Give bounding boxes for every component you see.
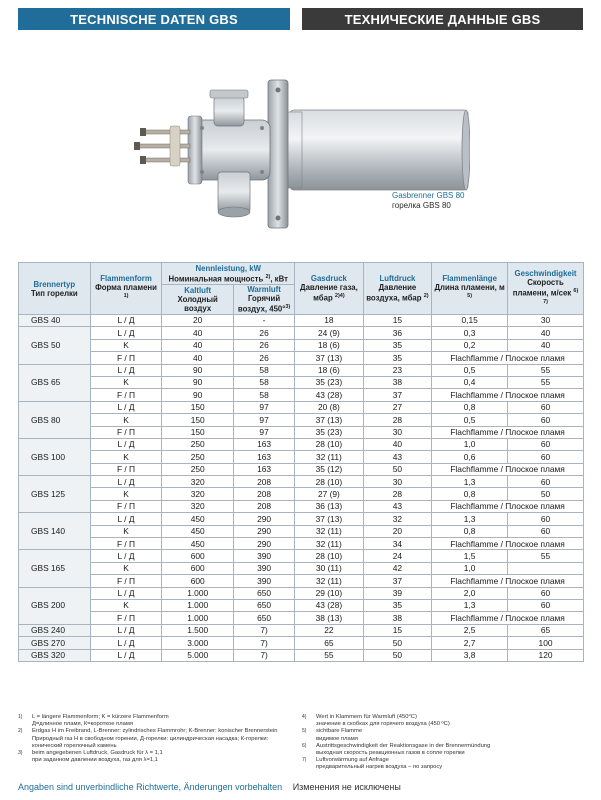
cell-gas: 29 (10) [295, 587, 364, 599]
cell-flame: K [90, 599, 162, 611]
header-ru: ТЕХНИЧЕСКИЕ ДАННЫЕ GBS [302, 8, 583, 30]
cell-speed: 100 [508, 637, 584, 649]
cell-flame: K [90, 451, 162, 463]
table-row [19, 612, 584, 624]
footnote-text: Austrittsgeschwindigkeit der Reaktionsgase in der Brennermündung [316, 742, 491, 749]
footnote [302, 757, 584, 771]
footnote-number: 6) [302, 742, 307, 749]
cell-air: 34 [363, 538, 432, 550]
col-warm: Warmluft Горячий воздух, 450°$^{3)}$ [234, 285, 295, 315]
cell-merged: Flachflamme / Плоское пламя [432, 352, 584, 364]
cell-model: GBS 200 [19, 587, 91, 624]
cell-merged: Flachflamme / Плоское пламя [432, 463, 584, 475]
cell-flame: F / П [90, 352, 162, 364]
cell-len: 2,0 [432, 587, 508, 599]
cell-speed: 40 [508, 327, 584, 339]
cell-cold: 1.000 [162, 599, 234, 611]
cell-flame: L / Д [90, 649, 162, 661]
cell-cold: 600 [162, 550, 234, 562]
table-row [19, 488, 584, 500]
cell-flame: F / П [90, 426, 162, 438]
cell-warm: 390 [234, 562, 295, 574]
cell-flame: F / П [90, 500, 162, 512]
footnote-number: 5) [302, 728, 307, 735]
cell-air: 20 [363, 525, 432, 537]
footnote [302, 743, 584, 757]
cell-speed: 60 [508, 525, 584, 537]
cell-gas: 20 (8) [295, 401, 364, 413]
cell-warm: 290 [234, 538, 295, 550]
cell-cold: 150 [162, 401, 234, 413]
cell-air: 36 [363, 327, 432, 339]
cell-speed: 65 [508, 624, 584, 636]
cell-cold: 450 [162, 513, 234, 525]
cell-gas: 18 (6) [295, 364, 364, 376]
cell-cold: 5.000 [162, 649, 234, 661]
table-row [19, 587, 584, 599]
footnote-text: значение в скобках для горячего воздуха (450 ºC) [316, 721, 450, 728]
cell-speed: 60 [508, 451, 584, 463]
cell-len: 0,8 [432, 525, 508, 537]
cell-air: 37 [363, 389, 432, 401]
cell-gas: 65 [295, 637, 364, 649]
cell-gas: 32 (11) [295, 575, 364, 587]
cell-gas: 43 (28) [295, 599, 364, 611]
cell-gas: 55 [295, 649, 364, 661]
cell-cold: 450 [162, 525, 234, 537]
cell-len: 2,7 [432, 637, 508, 649]
cell-len: 1,3 [432, 513, 508, 525]
cell-warm: 7) [234, 624, 295, 636]
footnote-text: при заданном давлении воздуха, газ для λ=1,1 [32, 757, 158, 764]
cell-gas: 37 (13) [295, 513, 364, 525]
cell-len: 1,5 [432, 550, 508, 562]
cell-warm: 26 [234, 352, 295, 364]
cell-air: 28 [363, 488, 432, 500]
table-row [19, 327, 584, 339]
cell-warm: 290 [234, 525, 295, 537]
cell-flame: F / П [90, 463, 162, 475]
cell-model: GBS 270 [19, 637, 91, 649]
cell-warm: 97 [234, 426, 295, 438]
cell-flame: F / П [90, 612, 162, 624]
cell-warm: 163 [234, 451, 295, 463]
cell-flame: L / Д [90, 550, 162, 562]
cell-cold: 320 [162, 500, 234, 512]
cell-cold: 3.000 [162, 637, 234, 649]
table-row [19, 637, 584, 649]
cell-warm: - [234, 315, 295, 327]
cell-warm: 650 [234, 587, 295, 599]
table-row [19, 624, 584, 636]
specs-table-body [19, 315, 584, 662]
cell-air: 50 [363, 649, 432, 661]
cell-flame: L / Д [90, 587, 162, 599]
cell-model: GBS 165 [19, 550, 91, 587]
cell-air: 37 [363, 575, 432, 587]
cell-gas: 32 (11) [295, 538, 364, 550]
cell-warm: 208 [234, 500, 295, 512]
cell-air: 50 [363, 637, 432, 649]
footnote-text: Wert in Klammern für Warmluft (450°C) [316, 714, 417, 720]
cell-len: 0,5 [432, 364, 508, 376]
cell-gas: 37 (13) [295, 414, 364, 426]
cell-speed: 120 [508, 649, 584, 661]
table-row [19, 389, 584, 401]
cell-gas: 18 (6) [295, 339, 364, 351]
cell-merged: Flachflamme / Плоское пламя [432, 389, 584, 401]
cell-speed: 55 [508, 364, 584, 376]
footnote [18, 714, 300, 728]
col-cold: Kaltluft Холодный воздух [162, 285, 234, 315]
disclaimer-ru: Изменения не исключены [292, 782, 401, 792]
cell-cold: 40 [162, 352, 234, 364]
cell-speed: 60 [508, 414, 584, 426]
cell-len: 0,8 [432, 401, 508, 413]
cell-warm: 390 [234, 575, 295, 587]
cell-model: GBS 50 [19, 327, 91, 364]
header-de: TECHNISCHE DATEN GBS [18, 8, 290, 30]
cell-gas: 32 (11) [295, 525, 364, 537]
footnote-text: Erdgas H im Freibrand, L-Brenner: zylindrisches Flammrohr; K-Brenner: konischer Brennerstein [32, 728, 278, 735]
cell-gas: 37 (13) [295, 352, 364, 364]
cell-merged: Flachflamme / Плоское пламя [432, 538, 584, 550]
footnote-text: L = längere Flammenform; K = kürzere Flammenform [32, 714, 169, 720]
col-type: Brennertyp Тип горелки [19, 263, 91, 315]
cell-model: GBS 100 [19, 438, 91, 475]
cell-air: 40 [363, 438, 432, 450]
table-row [19, 414, 584, 426]
footnote-text: выходная скорость реакционных газов в сопле горелки [316, 750, 465, 757]
cell-cold: 250 [162, 438, 234, 450]
disclaimer [18, 782, 401, 792]
cell-len: 2,5 [432, 624, 508, 636]
cell-warm: 26 [234, 339, 295, 351]
caption-ru: горелка GBS 80 [392, 201, 451, 210]
cell-warm: 58 [234, 389, 295, 401]
cell-air: 23 [363, 364, 432, 376]
cell-warm: 7) [234, 649, 295, 661]
cell-len: 0,8 [432, 488, 508, 500]
cell-air: 38 [363, 376, 432, 388]
table-row [19, 426, 584, 438]
table-row [19, 575, 584, 587]
cell-len: 1,3 [432, 476, 508, 488]
cell-flame: K [90, 339, 162, 351]
cell-air: 38 [363, 612, 432, 624]
col-gas: Gasdruck Давление газа, мбар $^{2)4)}$ [295, 263, 364, 315]
cell-cold: 1.500 [162, 624, 234, 636]
cell-speed: 50 [508, 488, 584, 500]
cell-warm: 163 [234, 463, 295, 475]
cell-flame: K [90, 525, 162, 537]
table-row [19, 500, 584, 512]
footnote-text: Luftvorwärmung auf Anfrage [316, 757, 389, 764]
cell-len: 0,3 [432, 327, 508, 339]
cell-gas: 35 (12) [295, 463, 364, 475]
cell-len: 3,8 [432, 649, 508, 661]
cell-warm: 26 [234, 327, 295, 339]
cell-warm: 290 [234, 513, 295, 525]
cell-speed: 55 [508, 376, 584, 388]
cell-model: GBS 40 [19, 315, 91, 327]
cell-cold: 40 [162, 327, 234, 339]
cell-gas: 36 (13) [295, 500, 364, 512]
cell-len: 0,6 [432, 451, 508, 463]
cell-flame: K [90, 414, 162, 426]
cell-air: 15 [363, 315, 432, 327]
cell-cold: 20 [162, 315, 234, 327]
cell-cold: 90 [162, 376, 234, 388]
cell-gas: 18 [295, 315, 364, 327]
cell-merged: Flachflamme / Плоское пламя [432, 612, 584, 624]
cell-speed [508, 562, 584, 574]
footnote-number: 1) [18, 714, 23, 720]
cell-flame: K [90, 562, 162, 574]
cell-len: 0,4 [432, 376, 508, 388]
table-row [19, 352, 584, 364]
cell-air: 30 [363, 476, 432, 488]
cell-cold: 600 [162, 575, 234, 587]
cell-cold: 1.000 [162, 612, 234, 624]
cell-air: 39 [363, 587, 432, 599]
cell-speed: 60 [508, 599, 584, 611]
cell-cold: 450 [162, 538, 234, 550]
cell-warm: 58 [234, 376, 295, 388]
footnote-number: 2) [18, 728, 23, 735]
footnote-text: beim angegebenen Luftdruck, Gasdruck für λ = 1,1 [32, 750, 163, 757]
cell-warm: 7) [234, 637, 295, 649]
cell-model: GBS 240 [19, 624, 91, 636]
cell-flame: L / Д [90, 438, 162, 450]
cell-len: 1,0 [432, 562, 508, 574]
cell-speed: 60 [508, 476, 584, 488]
cell-cold: 250 [162, 463, 234, 475]
footnotes-left [18, 714, 300, 764]
table-row [19, 376, 584, 388]
footnote-text: Д=длинное пламя, К=короткое пламя [32, 721, 133, 728]
cell-warm: 650 [234, 599, 295, 611]
cell-model: GBS 125 [19, 476, 91, 513]
footnote [302, 714, 584, 728]
col-air: Luftdruck Давление воздуха, мбар $^{2)}$ [363, 263, 432, 315]
table-row [19, 562, 584, 574]
cell-flame: L / Д [90, 401, 162, 413]
cell-model: GBS 65 [19, 364, 91, 401]
cell-air: 28 [363, 414, 432, 426]
cell-cold: 250 [162, 451, 234, 463]
cell-speed: 60 [508, 401, 584, 413]
col-speed: Geschwindigkeit Скорость пламени, м/сек $^{6) 7)}$ [508, 263, 584, 315]
cell-flame: K [90, 376, 162, 388]
cell-flame: L / Д [90, 637, 162, 649]
cell-warm: 390 [234, 550, 295, 562]
cell-warm: 58 [234, 364, 295, 376]
cell-gas: 35 (23) [295, 376, 364, 388]
cell-flame: L / Д [90, 513, 162, 525]
cell-speed: 60 [508, 438, 584, 450]
cell-warm: 650 [234, 612, 295, 624]
cell-cold: 150 [162, 426, 234, 438]
cell-len: 1,3 [432, 599, 508, 611]
footnotes-right [302, 714, 584, 772]
cell-air: 43 [363, 500, 432, 512]
cell-gas: 28 (10) [295, 438, 364, 450]
cell-model: GBS 80 [19, 401, 91, 438]
cell-air: 15 [363, 624, 432, 636]
cell-cold: 320 [162, 488, 234, 500]
photo-caption [392, 191, 464, 211]
col-length: Flammenlänge Длина пламени, м $^{5)}$ [432, 263, 508, 315]
table-row [19, 364, 584, 376]
cell-air: 43 [363, 451, 432, 463]
cell-speed: 60 [508, 587, 584, 599]
cell-gas: 28 (10) [295, 476, 364, 488]
table-row [19, 599, 584, 611]
cell-air: 24 [363, 550, 432, 562]
table-row [19, 401, 584, 413]
cell-air: 35 [363, 352, 432, 364]
disclaimer-de: Angaben sind unverbindliche Richtwerte, Änderungen vorbehalten [18, 782, 283, 792]
col-flame: Flammenform Форма пламени $^{1)}$ [90, 263, 162, 315]
footnote-text: sichtbare Flamme [316, 728, 363, 735]
cell-warm: 97 [234, 401, 295, 413]
cell-flame: L / Д [90, 476, 162, 488]
cell-cold: 150 [162, 414, 234, 426]
table-row [19, 649, 584, 661]
footnote-number: 4) [302, 714, 307, 720]
footnote [18, 750, 300, 764]
cell-gas: 24 (9) [295, 327, 364, 339]
cell-flame: L / Д [90, 315, 162, 327]
footnote-text: Природный газ Н в свободном горении, Д-горелки: цилиндрическая насадка; К-горелки: конический горелочный камень [32, 735, 269, 749]
footnote [18, 728, 300, 750]
cell-gas: 27 (9) [295, 488, 364, 500]
table-row [19, 315, 584, 327]
cell-speed: 60 [508, 513, 584, 525]
footnote-number: 3) [18, 750, 23, 757]
cell-warm: 208 [234, 488, 295, 500]
cell-merged: Flachflamme / Плоское пламя [432, 500, 584, 512]
cell-gas: 22 [295, 624, 364, 636]
cell-cold: 1.000 [162, 587, 234, 599]
cell-flame: F / П [90, 389, 162, 401]
cell-flame: L / Д [90, 327, 162, 339]
table-row [19, 451, 584, 463]
cell-air: 50 [363, 463, 432, 475]
cell-air: 32 [363, 513, 432, 525]
cell-air: 35 [363, 599, 432, 611]
cell-air: 30 [363, 426, 432, 438]
cell-flame: L / Д [90, 624, 162, 636]
cell-model: GBS 140 [19, 513, 91, 550]
cell-air: 27 [363, 401, 432, 413]
table-row [19, 538, 584, 550]
cell-gas: 35 (23) [295, 426, 364, 438]
table-row [19, 463, 584, 475]
specs-table [18, 262, 584, 662]
table-row [19, 476, 584, 488]
cell-merged: Flachflamme / Плоское пламя [432, 426, 584, 438]
footnote-number: 7) [302, 757, 307, 764]
cell-warm: 163 [234, 438, 295, 450]
table-row [19, 438, 584, 450]
cell-model: GBS 320 [19, 649, 91, 661]
cell-len: 0,2 [432, 339, 508, 351]
cell-warm: 97 [234, 414, 295, 426]
cell-gas: 28 (10) [295, 550, 364, 562]
cell-cold: 90 [162, 364, 234, 376]
table-row [19, 550, 584, 562]
cell-len: 0,5 [432, 414, 508, 426]
cell-merged: Flachflamme / Плоское пламя [432, 575, 584, 587]
caption-de: Gasbrenner GBS 80 [392, 191, 465, 200]
cell-gas: 30 (11) [295, 562, 364, 574]
cell-speed: 55 [508, 550, 584, 562]
cell-speed: 40 [508, 339, 584, 351]
cell-flame: F / П [90, 538, 162, 550]
cell-len: 0,15 [432, 315, 508, 327]
cell-gas: 43 (28) [295, 389, 364, 401]
cell-len: 1,0 [432, 438, 508, 450]
cell-gas: 38 (13) [295, 612, 364, 624]
footnote-text: предварительный нагрев воздуха – по запросу [316, 764, 443, 771]
cell-warm: 208 [234, 476, 295, 488]
footnote-text: видимое пламя [316, 735, 358, 742]
cell-cold: 320 [162, 476, 234, 488]
col-power: Nennleistung, kW Номинальная мощность $^{2)}$, кВт [162, 263, 295, 285]
cell-cold: 600 [162, 562, 234, 574]
cell-cold: 40 [162, 339, 234, 351]
table-row [19, 339, 584, 351]
table-row [19, 525, 584, 537]
cell-cold: 90 [162, 389, 234, 401]
cell-flame: F / П [90, 575, 162, 587]
footnote [302, 728, 584, 742]
cell-flame: K [90, 488, 162, 500]
table-row [19, 513, 584, 525]
cell-gas: 32 (11) [295, 451, 364, 463]
cell-air: 42 [363, 562, 432, 574]
cell-flame: L / Д [90, 364, 162, 376]
cell-air: 35 [363, 339, 432, 351]
cell-speed: 30 [508, 315, 584, 327]
